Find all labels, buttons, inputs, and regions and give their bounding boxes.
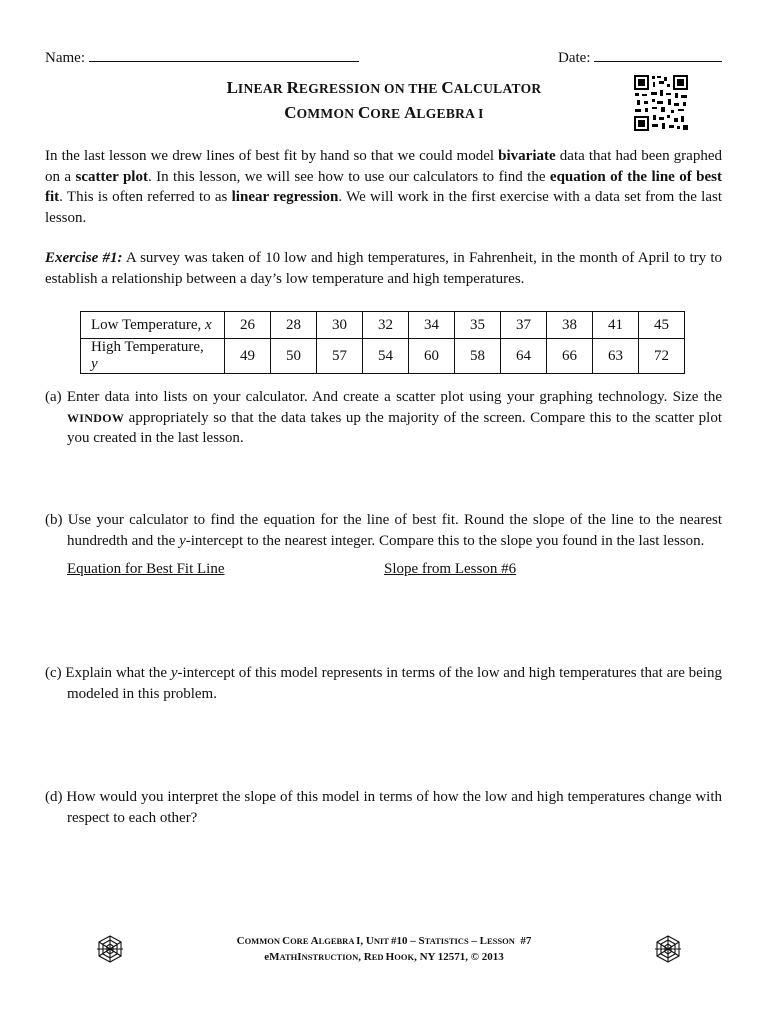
table-cell: 41 bbox=[593, 312, 639, 339]
exercise-1: Exercise #1: A survey was taken of 10 low and high temperatures, in Fahrenheit, in the month of April to try to establish a relationship between a day’s low temperature and high temperatures. bbox=[45, 250, 722, 287]
footer-line-2: eMATHINSTRUCTION, RED HOOK, NY 12571, © 2013 bbox=[264, 951, 504, 963]
window-keyword: WINDOW bbox=[67, 410, 125, 425]
slope-column-heading: Slope from Lesson #6 bbox=[384, 561, 517, 577]
part-d: (d) How would you interpret the slope of this model in terms of how the low and high temperatures change with respect to each other? bbox=[45, 789, 722, 826]
title-line-1: LINEAR REGRESSION ON THE CALCULATOR bbox=[226, 78, 542, 97]
table-cell: 38 bbox=[547, 312, 593, 339]
row-label-low: Low Temperature, x bbox=[81, 312, 225, 339]
table-cell: 45 bbox=[639, 312, 685, 339]
table-cell: 49 bbox=[225, 339, 271, 374]
table-cell: 26 bbox=[225, 312, 271, 339]
table-row bbox=[81, 312, 685, 339]
table-cell: 66 bbox=[547, 339, 593, 374]
date-blank bbox=[594, 47, 722, 62]
name-blank bbox=[89, 47, 359, 62]
table-cell: 58 bbox=[455, 339, 501, 374]
table-row bbox=[81, 339, 685, 374]
intro-paragraph: In the last lesson we drew lines of best fit by hand so that we could model bivariate data that had been graphed on a scatter plot. In this lesson, we will see how to use our calculators to find the equation of the line of best fit. This is often referred to as linear regression. We will work in the first exercise with a data set from the last lesson. bbox=[45, 148, 722, 226]
name-label: Name: bbox=[45, 50, 85, 66]
table-cell: 63 bbox=[593, 339, 639, 374]
table-cell: 37 bbox=[501, 312, 547, 339]
row-label-high: High Temperature, y bbox=[81, 339, 225, 374]
footer bbox=[0, 933, 768, 965]
table-cell: 64 bbox=[501, 339, 547, 374]
name-field bbox=[45, 47, 359, 67]
table-cell: 28 bbox=[271, 312, 317, 339]
table-cell: 30 bbox=[317, 312, 363, 339]
table-cell: 34 bbox=[409, 312, 455, 339]
date-label: Date: bbox=[558, 50, 591, 66]
equation-column-heading: Equation for Best Fit Line bbox=[67, 561, 225, 577]
table-cell: 32 bbox=[363, 312, 409, 339]
part-a: (a) Enter data into lists on your calculator. And create a scatter plot using your graphing technology. Size the WINDOW appropriately so that the data takes up the majority of the screen. Compare this to the scatter plot you created in the last lesson. bbox=[45, 389, 722, 446]
part-b: (b) Use your calculator to find the equation for the line of best fit. Round the slope of the line to the nearest hundredth and the y-intercept to the nearest integer. Compare this to the slope you found in the last lesson. bbox=[45, 512, 722, 549]
exercise-label: Exercise #1: bbox=[45, 250, 123, 266]
footer-line-1: COMMON CORE ALGEBRA I, UNIT #10 – STATISTICS – LESSON #7 bbox=[236, 935, 532, 947]
table-cell: 50 bbox=[271, 339, 317, 374]
qr-code-icon bbox=[633, 74, 689, 132]
table-cell: 72 bbox=[639, 339, 685, 374]
table-cell: 60 bbox=[409, 339, 455, 374]
table-cell: 54 bbox=[363, 339, 409, 374]
title-line-2: COMMON CORE ALGEBRA I bbox=[284, 103, 484, 122]
table-cell: 57 bbox=[317, 339, 363, 374]
data-table bbox=[80, 311, 685, 374]
date-field bbox=[558, 47, 722, 67]
table-cell: 35 bbox=[455, 312, 501, 339]
part-c: (c) Explain what the y-intercept of this model represents in terms of the low and high temperatures that are being modeled in this problem. bbox=[45, 665, 722, 702]
